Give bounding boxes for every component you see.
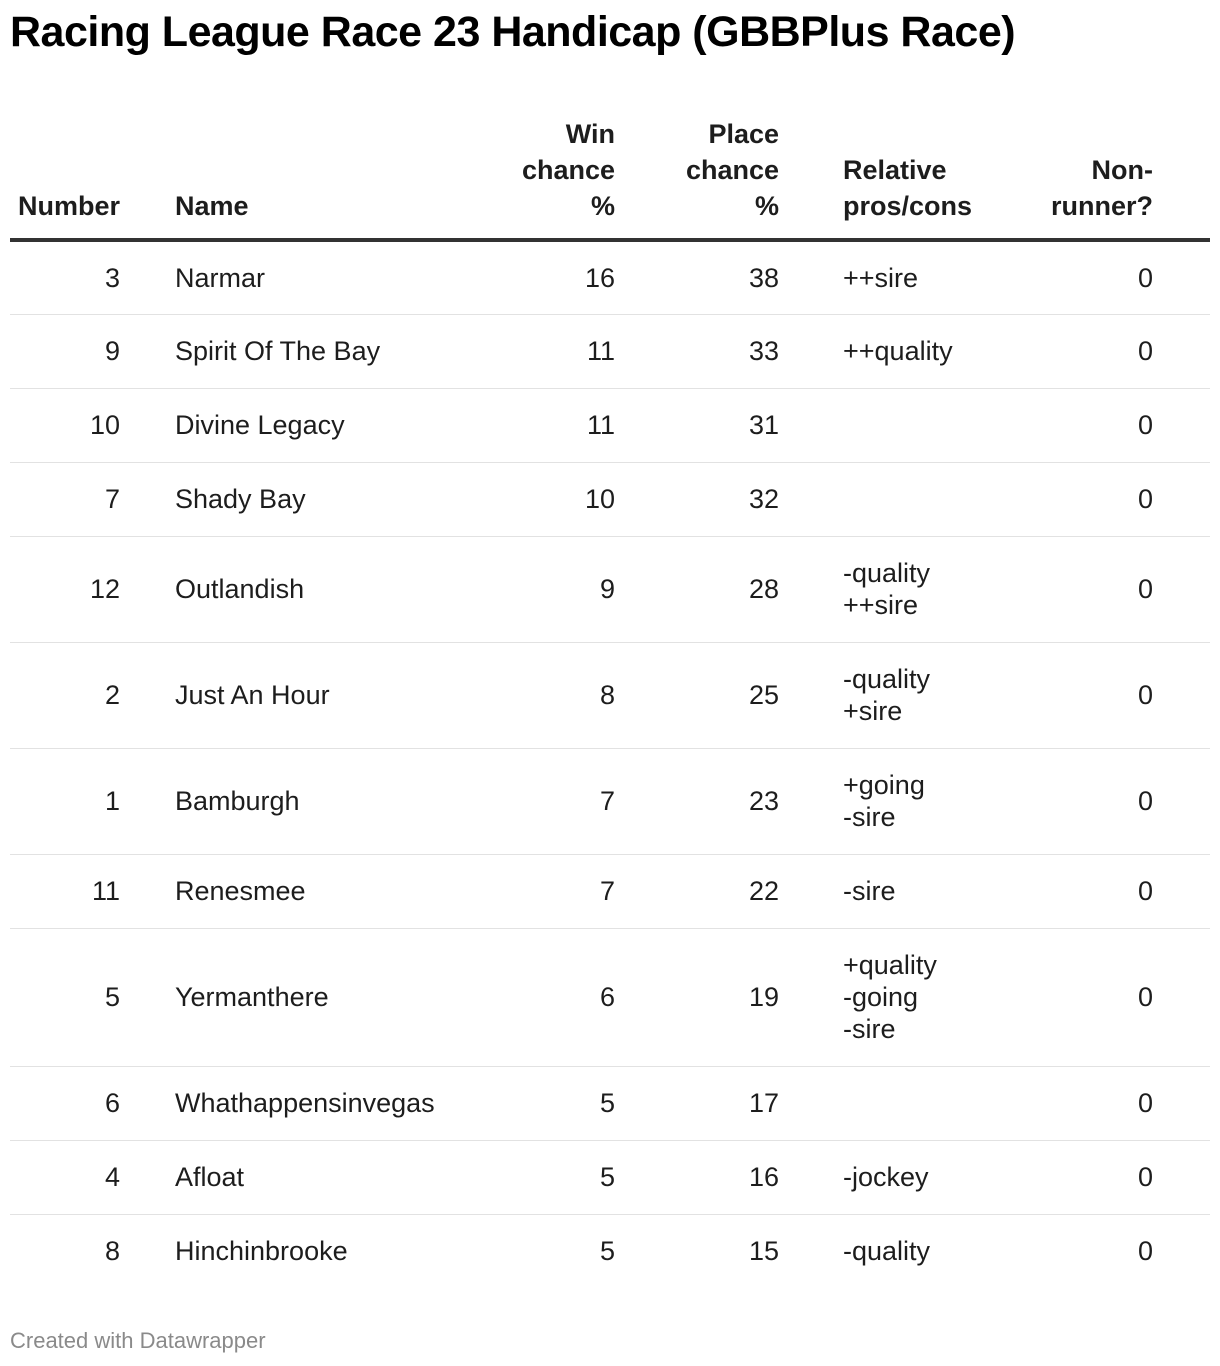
cell-place-chance: 31: [615, 388, 779, 462]
cell-win-chance: 11: [450, 388, 615, 462]
pros-cons-item: +going: [843, 770, 925, 800]
cell-name: Just An Hour: [120, 642, 450, 748]
header-line: runner?: [1050, 191, 1153, 221]
cell-non-runner: 0: [1137, 1236, 1153, 1267]
table-row: [10, 314, 1210, 388]
cell-pros-cons: [779, 462, 1019, 536]
table-row: [10, 748, 1210, 854]
header-line: pros/cons: [843, 191, 973, 221]
cell-place-chance: 32: [615, 462, 779, 536]
header-number: [10, 110, 120, 240]
header-line: Win: [565, 119, 615, 149]
cell-place-chance: 16: [615, 1140, 779, 1214]
cell-place-chance: 25: [615, 642, 779, 748]
cell-pros-cons: [779, 1066, 1019, 1140]
cell-number: 10: [10, 388, 120, 462]
header-line: %: [590, 191, 615, 221]
cell-place-chance: 23: [615, 748, 779, 854]
header-name: [120, 110, 450, 240]
cell-win-chance: 8: [450, 642, 615, 748]
cell-number: 8: [104, 1236, 120, 1267]
table-row: [10, 1140, 1210, 1214]
cell-win-chance: 9: [450, 536, 615, 642]
cell-win-chance: 6: [450, 928, 615, 1066]
pros-cons-item: -quality: [843, 664, 931, 694]
cell-number: 2: [10, 642, 120, 748]
cell-win-chance: 16: [450, 240, 615, 314]
cell-pros-cons: [779, 928, 1019, 1066]
cell-name: Spirit Of The Bay: [120, 314, 450, 388]
footer-credit: Created with Datawrapper: [10, 1328, 266, 1353]
pros-cons-item: -quality: [843, 558, 931, 588]
cell-win-chance: 5: [599, 1236, 615, 1267]
pros-cons-item: -quality: [843, 1236, 931, 1267]
header-line: Non-: [1091, 155, 1153, 185]
table-row: [10, 642, 1210, 748]
cell-name: Yermanthere: [120, 928, 450, 1066]
cell-number: 12: [10, 536, 120, 642]
cell-name: Renesmee: [120, 854, 450, 928]
results-table: [10, 110, 1210, 1288]
pros-cons-item: -jockey: [843, 1162, 929, 1192]
cell-number: 1: [10, 748, 120, 854]
cell-win-chance: 7: [450, 748, 615, 854]
cell-place-chance: 38: [615, 240, 779, 314]
header-line: Relative: [843, 155, 947, 185]
cell-name: Outlandish: [120, 536, 450, 642]
pros-cons-item: +quality: [843, 950, 937, 980]
header-line: Number: [17, 191, 120, 221]
cell-name: Bamburgh: [120, 748, 450, 854]
cell-number: 5: [10, 928, 120, 1066]
cell-non-runner: 0: [1019, 1066, 1210, 1140]
cell-name: Afloat: [120, 1140, 450, 1214]
cell-win-chance: 7: [450, 854, 615, 928]
cell-non-runner: 0: [1019, 928, 1210, 1066]
cell-non-runner: 0: [1019, 240, 1210, 314]
cell-pros-cons: [779, 642, 1019, 748]
cell-non-runner: 0: [1019, 642, 1210, 748]
cell-win-chance: 5: [450, 1140, 615, 1214]
table-row: [10, 240, 1210, 314]
chart-title: Racing League Race 23 Handicap (GBBPlus Race): [10, 8, 1016, 56]
cell-number: 11: [10, 854, 120, 928]
cell-name: Divine Legacy: [120, 388, 450, 462]
cell-win-chance: 10: [450, 462, 615, 536]
cell-pros-cons: [779, 314, 1019, 388]
pros-cons-item: -sire: [843, 876, 896, 906]
header-win-chance: [450, 110, 615, 240]
cell-win-chance: 11: [450, 314, 615, 388]
pros-cons-item: -sire: [843, 1014, 896, 1044]
cell-place-chance: 22: [615, 854, 779, 928]
header-line: %: [754, 191, 779, 221]
pros-cons-item: -going: [843, 982, 919, 1012]
table-row: [10, 1214, 1210, 1288]
cell-place-chance: 33: [615, 314, 779, 388]
table-row: [10, 388, 1210, 462]
pros-cons-item: ++sire: [843, 590, 919, 620]
cell-place-chance: 15: [748, 1236, 779, 1267]
cell-non-runner: 0: [1019, 462, 1210, 536]
header-place-chance: [615, 110, 779, 240]
header-line: Name: [175, 191, 249, 221]
header-line: chance: [685, 155, 779, 185]
header-line: chance: [521, 155, 615, 185]
cell-place-chance: 17: [615, 1066, 779, 1140]
cell-name: Hinchinbrooke: [175, 1236, 348, 1267]
cell-name: Whathappensinvegas: [120, 1066, 450, 1140]
header-non-runner: [1019, 110, 1210, 240]
cell-pros-cons: [779, 1214, 1019, 1288]
cell-name: Narmar: [120, 240, 450, 314]
cell-place-chance: 19: [615, 928, 779, 1066]
header-line: Place: [708, 119, 779, 149]
header-row: [10, 110, 1210, 240]
header-pros-cons: [779, 110, 1019, 240]
table-row: [10, 1066, 1210, 1140]
cell-place-chance: 28: [615, 536, 779, 642]
cell-pros-cons: [779, 854, 1019, 928]
cell-name: Shady Bay: [120, 462, 450, 536]
table-row: [10, 928, 1210, 1066]
pros-cons-item: -sire: [843, 802, 896, 832]
pros-cons-item: ++quality: [843, 336, 953, 366]
table-row: [10, 536, 1210, 642]
cell-pros-cons: [779, 748, 1019, 854]
cell-non-runner: 0: [1019, 854, 1210, 928]
cell-pros-cons: [779, 1140, 1019, 1214]
cell-non-runner: 0: [1019, 1140, 1210, 1214]
cell-non-runner: 0: [1019, 314, 1210, 388]
table-body: [10, 240, 1210, 1288]
table-row: [10, 462, 1210, 536]
cell-number: 6: [10, 1066, 120, 1140]
cell-pros-cons: [779, 536, 1019, 642]
pros-cons-item: ++sire: [843, 262, 919, 293]
cell-non-runner: 0: [1019, 388, 1210, 462]
cell-non-runner: 0: [1019, 748, 1210, 854]
cell-number: 7: [10, 462, 120, 536]
table-row: [10, 854, 1210, 928]
cell-number: 4: [10, 1140, 120, 1214]
table-header: [10, 110, 1210, 240]
cell-number: 9: [10, 314, 120, 388]
pros-cons-item: +sire: [843, 696, 903, 726]
cell-non-runner: 0: [1019, 536, 1210, 642]
cell-number: 3: [10, 240, 120, 314]
cell-win-chance: 5: [450, 1066, 615, 1140]
cell-pros-cons: [779, 240, 1019, 314]
cell-pros-cons: [779, 388, 1019, 462]
